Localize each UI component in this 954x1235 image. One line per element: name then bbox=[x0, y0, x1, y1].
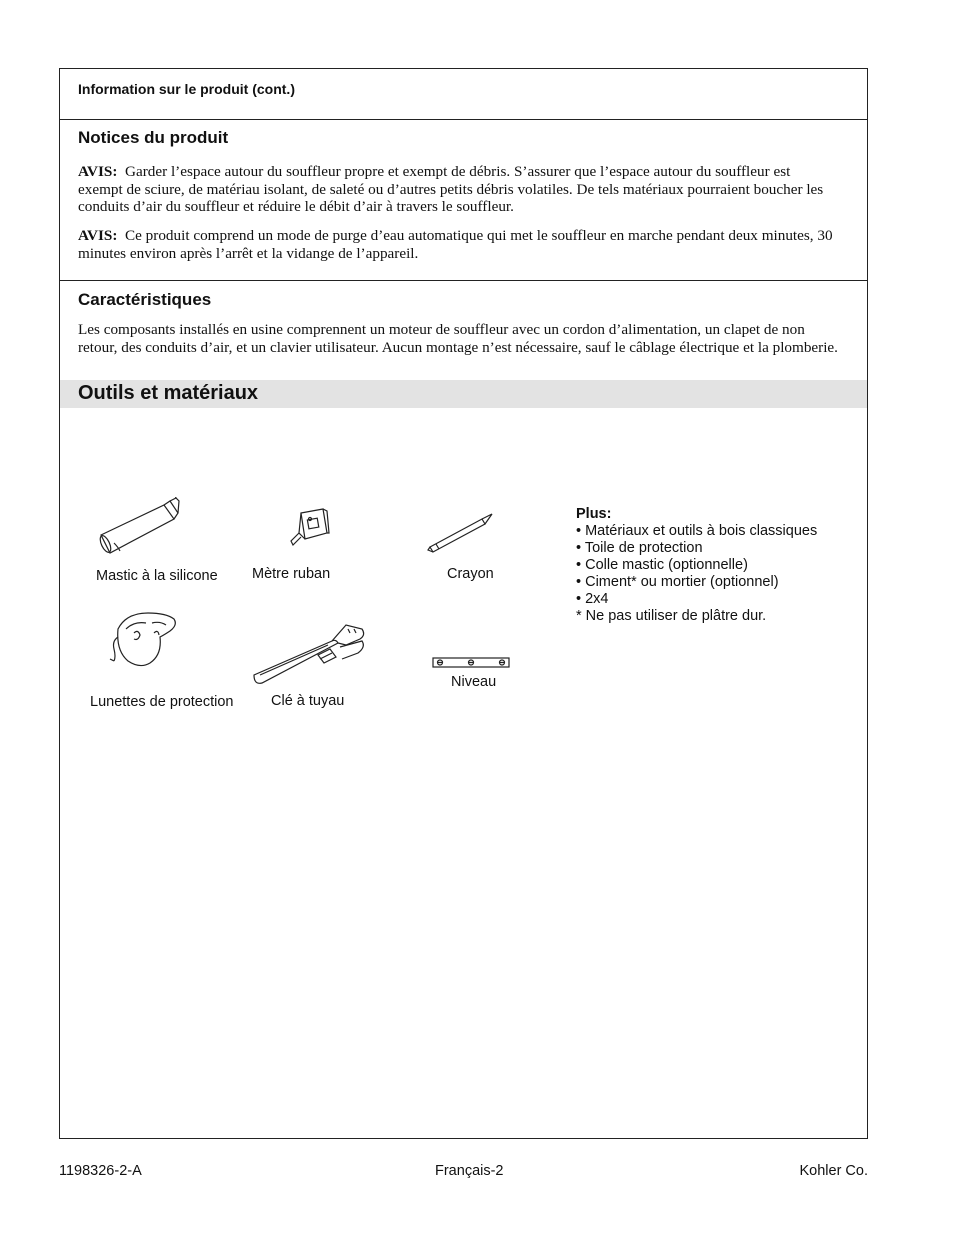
footer-doc-number: 1198326-2-A bbox=[59, 1163, 142, 1179]
footer-page-number: Français-2 bbox=[435, 1163, 504, 1179]
notice-label: AVIS: bbox=[78, 163, 118, 180]
notice-text: Garder l’espace autour du souffleur propre et exempt de débris. S’assurer que l’espace autour du souffleur est exempt de sciure, de matériau isolant, de saleté ou d’autres petits débris volatiles. De tels matériaux pourraient boucher les conduits d’air du souffleur et réduire le débit d’air à travers le souffleur. bbox=[78, 163, 824, 215]
tool-label: Clé à tuyau bbox=[271, 693, 345, 709]
features-paragraph: Les composants installés en usine comprennent un moteur de souffleur avec un cordon d’alimentation, un clapet de non retour, des conduits d’air, et un clavier utilisateur. Aucun montage n’est nécessaire, sauf le câblage électrique et la plomberie. bbox=[78, 321, 838, 356]
notices-title: Notices du produit bbox=[78, 128, 229, 147]
tools-title: Outils et matériaux bbox=[78, 382, 259, 404]
plus-item: • 2x4 bbox=[576, 591, 609, 607]
notice-label: AVIS: bbox=[78, 227, 118, 244]
notice-text: Ce produit comprend un mode de purge d’eau automatique qui met le souffleur en marche pendant deux minutes, 30 minutes environ après l’arrêt et la vidange de l’appareil. bbox=[78, 227, 833, 262]
plus-item: • Matériaux et outils à bois classiques bbox=[576, 523, 818, 539]
divider bbox=[60, 119, 867, 120]
level-icon bbox=[432, 657, 510, 669]
silicone-caulk-icon bbox=[96, 497, 186, 559]
tool-label: Crayon bbox=[447, 566, 494, 582]
section-header: Information sur le produit (cont.) bbox=[78, 81, 295, 97]
tools-section-band bbox=[60, 380, 867, 408]
tool-label: Lunettes de protection bbox=[90, 694, 234, 710]
plus-item: • Colle mastic (optionnelle) bbox=[576, 557, 748, 573]
tape-measure-icon bbox=[285, 505, 335, 553]
tool-label: Mètre ruban bbox=[252, 566, 331, 582]
plus-list bbox=[576, 506, 817, 625]
safety-glasses-icon bbox=[104, 607, 184, 675]
tool-label: Niveau bbox=[451, 674, 497, 690]
pipe-wrench-icon bbox=[250, 621, 370, 687]
footer-company: Kohler Co. bbox=[799, 1163, 868, 1179]
plus-item: • Ciment* ou mortier (optionnel) bbox=[576, 574, 779, 590]
tool-label: Mastic à la silicone bbox=[96, 568, 218, 584]
notice-paragraph-1 bbox=[78, 163, 838, 216]
plus-note: * Ne pas utiliser de plâtre dur. bbox=[576, 608, 767, 624]
divider bbox=[60, 280, 867, 281]
notice-paragraph-2 bbox=[78, 227, 838, 262]
plus-title: Plus: bbox=[576, 506, 612, 522]
pencil-icon bbox=[426, 511, 498, 553]
features-title: Caractéristiques bbox=[78, 290, 212, 309]
plus-item: • Toile de protection bbox=[576, 540, 703, 556]
content-frame bbox=[59, 68, 868, 1139]
